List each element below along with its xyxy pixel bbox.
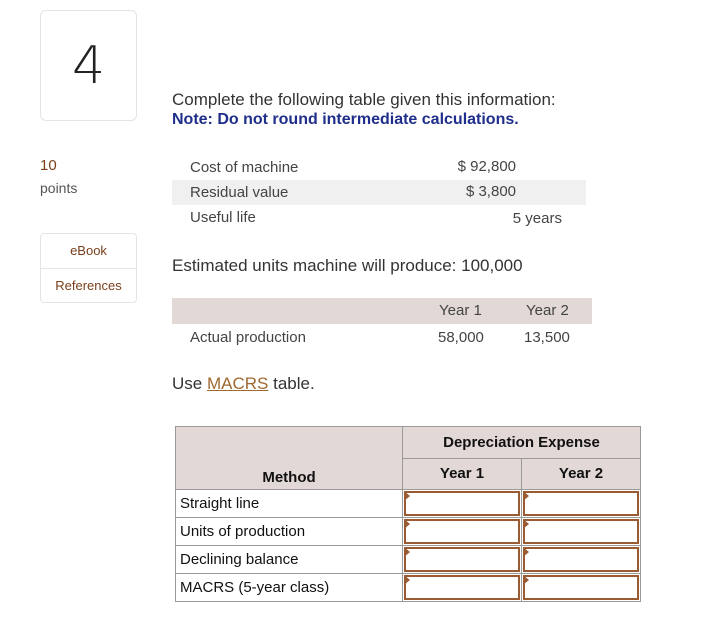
flag-icon: [523, 519, 529, 529]
macrs-instruction: [172, 374, 315, 394]
year-1-header: Year 1: [439, 302, 482, 319]
dep-cell: [522, 546, 641, 574]
dep-cell: [403, 490, 522, 518]
question-number: 4: [71, 35, 106, 96]
instructions: Complete the following table given this information:: [172, 90, 556, 109]
dep-row-declining-balance: [176, 546, 641, 574]
dep-cell: [522, 574, 641, 602]
depreciation-table: [175, 426, 641, 602]
method-name: MACRS (5-year class): [176, 574, 403, 602]
year-2-header: Year 2: [526, 302, 569, 319]
straight-line-year-2-input[interactable]: [523, 491, 639, 516]
use-prefix: Use: [172, 374, 203, 393]
resource-links: [40, 233, 137, 303]
units-of-production-year-2-input[interactable]: [523, 519, 639, 544]
dep-year-2-header: Year 2: [522, 458, 641, 490]
flag-icon: [523, 547, 529, 557]
method-name: Units of production: [176, 518, 403, 546]
dep-cell: [522, 490, 641, 518]
info-row-residual: [172, 180, 586, 205]
info-value: $ 3,800: [465, 183, 516, 200]
dep-cell: [403, 574, 522, 602]
declining-balance-year-2-input[interactable]: [523, 547, 639, 572]
flag-icon: [523, 575, 529, 585]
production-header: [172, 298, 592, 324]
dep-year-1-header: Year 1: [403, 458, 522, 490]
macrs-year-2-input[interactable]: [523, 575, 639, 600]
dep-cell: [403, 518, 522, 546]
straight-line-year-1-input[interactable]: [404, 491, 520, 516]
ebook-link[interactable]: eBook: [70, 243, 107, 258]
macrs-table-link[interactable]: MACRS: [206, 374, 269, 393]
production-label: Actual production: [190, 329, 306, 346]
production-row: [172, 324, 592, 350]
flag-icon: [404, 519, 410, 529]
dep-row-macrs: [176, 574, 641, 602]
points-label: points: [40, 180, 78, 196]
info-row-useful-life: [172, 205, 586, 230]
dep-cell: [522, 518, 641, 546]
declining-balance-year-1-input[interactable]: [404, 547, 520, 572]
use-suffix: table.: [273, 374, 315, 393]
flag-icon: [523, 491, 529, 501]
question-number-box: [40, 10, 137, 121]
macrs-year-1-input[interactable]: [404, 575, 520, 600]
production-table: [172, 298, 592, 350]
info-label: Cost of machine: [190, 159, 299, 176]
info-row-cost: [172, 155, 586, 180]
method-header-label: Method: [262, 469, 316, 486]
dep-row-units-of-production: [176, 518, 641, 546]
method-header: [176, 427, 403, 490]
depreciation-expense-header: Depreciation Expense: [403, 427, 641, 459]
dep-cell: [403, 546, 522, 574]
points-value: 10: [40, 157, 57, 174]
machine-info-table: [172, 155, 586, 230]
flag-icon: [404, 491, 410, 501]
info-value: 5 years: [512, 210, 562, 227]
info-value: $ 92,800: [457, 158, 516, 175]
units-of-production-year-1-input[interactable]: [404, 519, 520, 544]
estimated-units: Estimated units machine will produce: 100,000: [172, 256, 523, 275]
rounding-note: Note: Do not round intermediate calculations.: [172, 111, 519, 128]
info-label: Useful life: [190, 209, 256, 226]
year-2-production: 13,500: [524, 329, 570, 346]
method-name: Declining balance: [176, 546, 403, 574]
method-name: Straight line: [176, 490, 403, 518]
flag-icon: [404, 575, 410, 585]
info-label: Residual value: [190, 184, 289, 201]
dep-row-straight-line: [176, 490, 641, 518]
year-1-production: 58,000: [438, 329, 484, 346]
references-link[interactable]: References: [41, 268, 136, 303]
flag-icon: [404, 547, 410, 557]
